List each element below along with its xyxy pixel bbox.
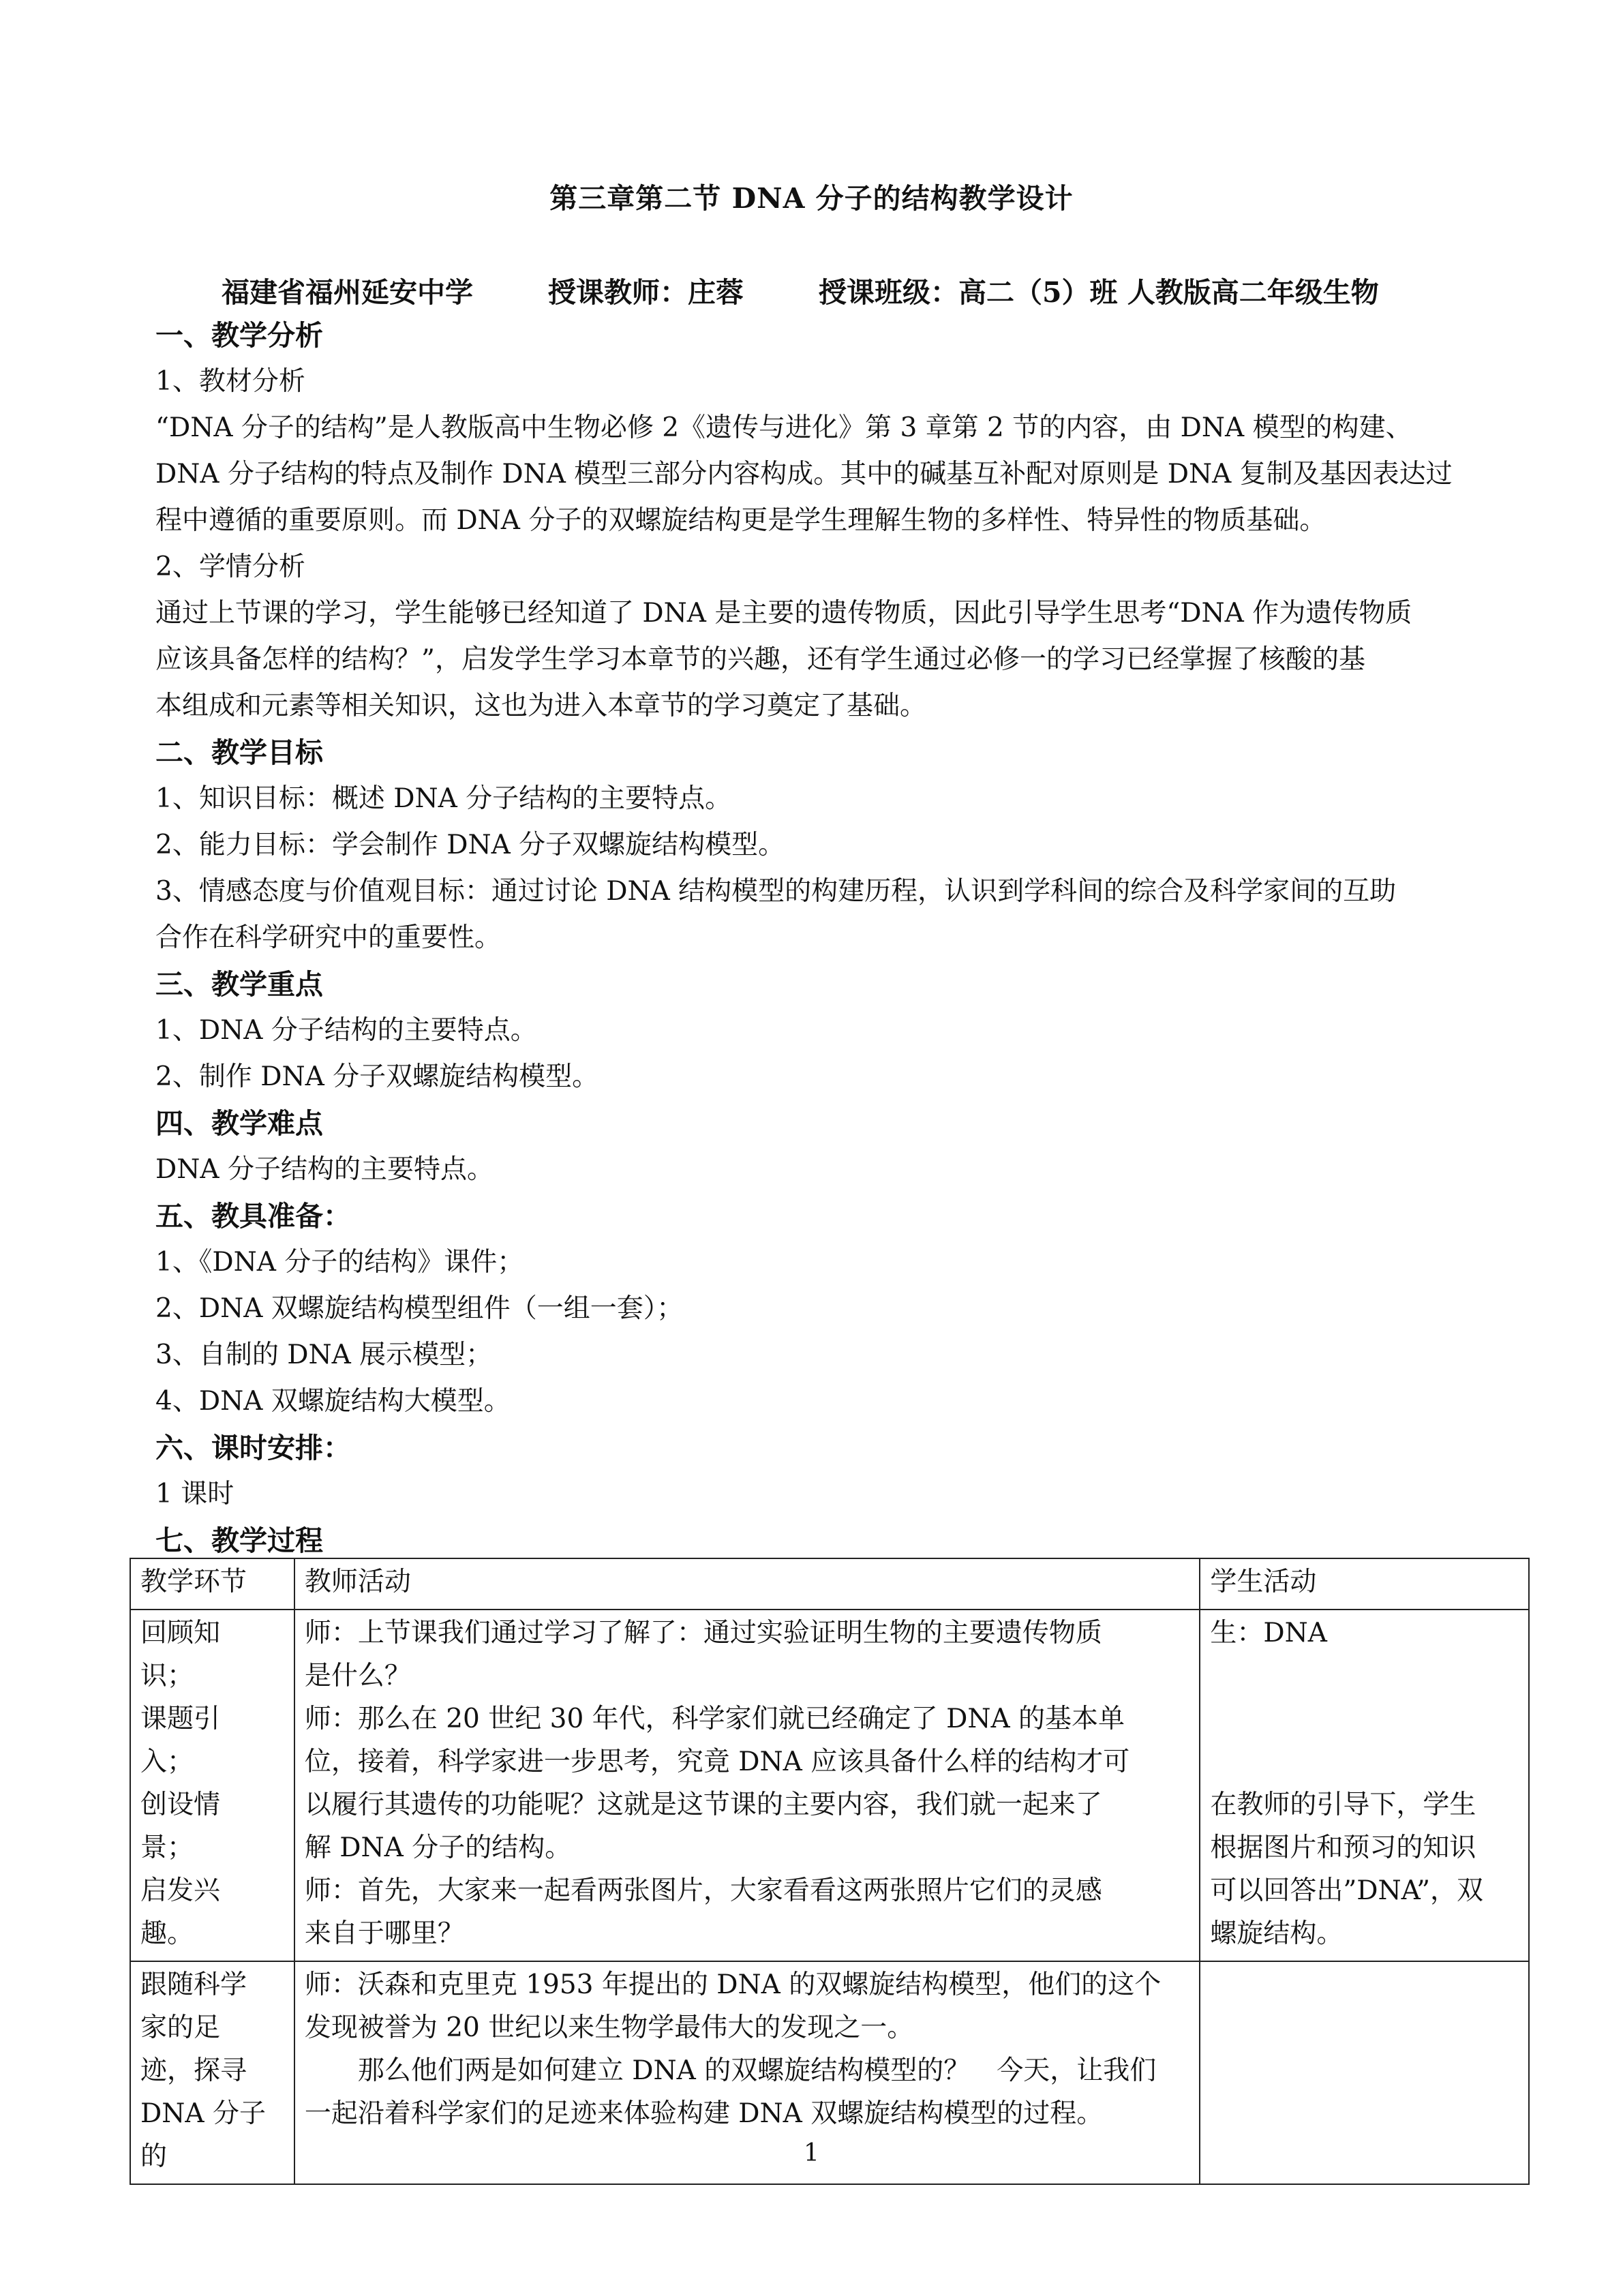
cell-line: 位，接着，科学家进一步思考，究竟 DNA 应该具备什么样的结构才可 bbox=[304, 1747, 1130, 1777]
cell-line: 趣。 bbox=[140, 1918, 194, 1949]
cell-line: 识； bbox=[140, 1661, 194, 1691]
paragraph-line: 通过上节课的学习，学生能够已经知道了 DNA 是主要的遗传物质，因此引导学生思考“DNA 作为遗传物质 bbox=[155, 598, 1412, 629]
page-number: 1 bbox=[804, 2139, 819, 2167]
list-item: 3、情感态度与价值观目标：通过讨论 DNA 结构模型的构建历程，认识到学科间的综合及科学家间的互助 bbox=[155, 876, 1397, 907]
cell-line: 解 DNA 分子的结构。 bbox=[304, 1832, 572, 1863]
paragraph-line: DNA 分子结构的特点及制作 DNA 模型三部分内容构成。其中的碱基互补配对原则是 DNA 复制及基因表达过 bbox=[155, 459, 1453, 489]
cell-line: 在教师的引导下，学生 bbox=[1210, 1789, 1476, 1820]
header-stage: 教学环节 bbox=[130, 1558, 294, 1610]
cell-line: 螺旋结构。 bbox=[1210, 1918, 1344, 1949]
teacher-cell bbox=[294, 1610, 1200, 1961]
cell-line: DNA 分子的 bbox=[140, 2098, 266, 2172]
paragraph-line: 应该具备怎样的结构？”，启发学生学习本章节的兴趣，还有学生通过必修一的学习已经掌握了核酸的基 bbox=[155, 644, 1365, 675]
list-item: DNA 分子结构的主要特点。 bbox=[155, 1154, 494, 1185]
document-body bbox=[155, 312, 1471, 1564]
table-header-row bbox=[130, 1558, 1529, 1610]
cell-line: 是什么？ bbox=[304, 1661, 411, 1691]
section-heading: 四、教学难点 bbox=[155, 1107, 323, 1140]
paragraph-line: “DNA 分子的结构”是人教版高中生物必修 2《遗传与进化》第 3 章第 2 节的内容，由 DNA 模型的构建、 bbox=[155, 412, 1412, 443]
teacher-name: 授课教师：庄蓉 bbox=[548, 276, 744, 309]
cell-line: 发现被誉为 20 世纪以来生物学最伟大的发现之一。 bbox=[304, 2012, 914, 2043]
cell-line: 创设情 bbox=[140, 1789, 221, 1820]
cell-line: 师：沃森和克里克 1953 年提出的 DNA 的双螺旋结构模型，他们的这个 bbox=[304, 1969, 1162, 2000]
header-student: 学生活动 bbox=[1200, 1558, 1529, 1610]
school-name: 福建省福州延安中学 bbox=[222, 276, 473, 309]
teaching-process-table bbox=[130, 1558, 1530, 2185]
cell-line: 景； bbox=[140, 1832, 194, 1863]
list-item: 1、《DNA 分子的结构》课件； bbox=[155, 1247, 524, 1278]
cell-line: 根据图片和预习的知识 bbox=[1210, 1832, 1476, 1863]
list-item: 1 课时 bbox=[155, 1479, 234, 1509]
subheading: 2、学情分析 bbox=[155, 552, 305, 582]
cell-line: 入； bbox=[140, 1747, 194, 1777]
list-item: 2、DNA 双螺旋结构模型组件（一组一套）； bbox=[155, 1293, 684, 1324]
subheading: 1、教材分析 bbox=[155, 366, 305, 397]
cell-line: 师：上节课我们通过学习了解了：通过实验证明生物的主要遗传物质 bbox=[304, 1618, 1102, 1648]
section-heading: 六、课时安排： bbox=[155, 1432, 351, 1464]
list-item: 1、DNA 分子结构的主要特点。 bbox=[155, 1015, 537, 1046]
class-info: 授课班级：高二（5）班 人教版高二年级生物 bbox=[819, 276, 1379, 309]
cell-line: 可以回答出”DNA”，双 bbox=[1210, 1875, 1484, 1906]
list-item: 合作在科学研究中的重要性。 bbox=[155, 922, 502, 953]
section-heading: 一、教学分析 bbox=[155, 319, 323, 352]
page-title: 第三章第二节 DNA 分子的结构教学设计 bbox=[549, 182, 1074, 215]
cell-line: 师：那么在 20 世纪 30 年代，科学家们就已经确定了 DNA 的基本单 bbox=[304, 1704, 1125, 1734]
header-teacher: 教师活动 bbox=[294, 1558, 1200, 1610]
section-heading: 五、教具准备： bbox=[155, 1200, 351, 1233]
list-item: 2、制作 DNA 分子双螺旋结构模型。 bbox=[155, 1061, 599, 1092]
cell-line: 以履行其遗传的功能呢？这就是这节课的主要内容，我们就一起来了 bbox=[304, 1789, 1102, 1820]
cell-line: 回顾知 bbox=[140, 1618, 221, 1648]
cell-line: 迹，探寻 bbox=[140, 2055, 247, 2086]
list-item: 2、能力目标：学会制作 DNA 分子双螺旋结构模型。 bbox=[155, 830, 785, 860]
student-cell bbox=[1200, 1610, 1529, 1961]
section-heading: 二、教学目标 bbox=[155, 736, 323, 769]
table-row bbox=[130, 1610, 1529, 1961]
byline bbox=[222, 270, 1379, 310]
cell-line: 跟随科学 bbox=[140, 1969, 247, 2000]
cell-line: 师：首先，大家来一起看两张图片，大家看看这两张照片它们的灵感 bbox=[304, 1875, 1102, 1906]
paragraph-line: 本组成和元素等相关知识，这也为进入本章节的学习奠定了基础。 bbox=[155, 691, 927, 721]
cell-line: 生：DNA bbox=[1210, 1618, 1327, 1648]
list-item: 4、DNA 双螺旋结构大模型。 bbox=[155, 1386, 511, 1417]
cell-line: 启发兴 bbox=[140, 1875, 221, 1906]
section-heading: 七、教学过程 bbox=[155, 1524, 323, 1557]
list-item: 1、知识目标：概述 DNA 分子结构的主要特点。 bbox=[155, 783, 732, 814]
list-item: 3、自制的 DNA 展示模型； bbox=[155, 1340, 493, 1370]
paragraph-line: 程中遵循的重要原则。而 DNA 分子的双螺旋结构更是学生理解生物的多样性、特异性的物质基础。 bbox=[155, 505, 1326, 536]
cell-line: 一起沿着科学家们的足迹来体验构建 DNA 双螺旋结构模型的过程。 bbox=[304, 2098, 1104, 2129]
cell-line: 家的足 bbox=[140, 2012, 221, 2043]
cell-line: 来自于哪里？ bbox=[304, 1918, 464, 1949]
section-heading: 三、教学重点 bbox=[155, 968, 323, 1001]
stage-cell bbox=[130, 1610, 294, 1961]
cell-line: 课题引 bbox=[140, 1704, 221, 1734]
cell-line: 那么他们两是如何建立 DNA 的双螺旋结构模型的？ 今天，让我们 bbox=[304, 2055, 1157, 2086]
